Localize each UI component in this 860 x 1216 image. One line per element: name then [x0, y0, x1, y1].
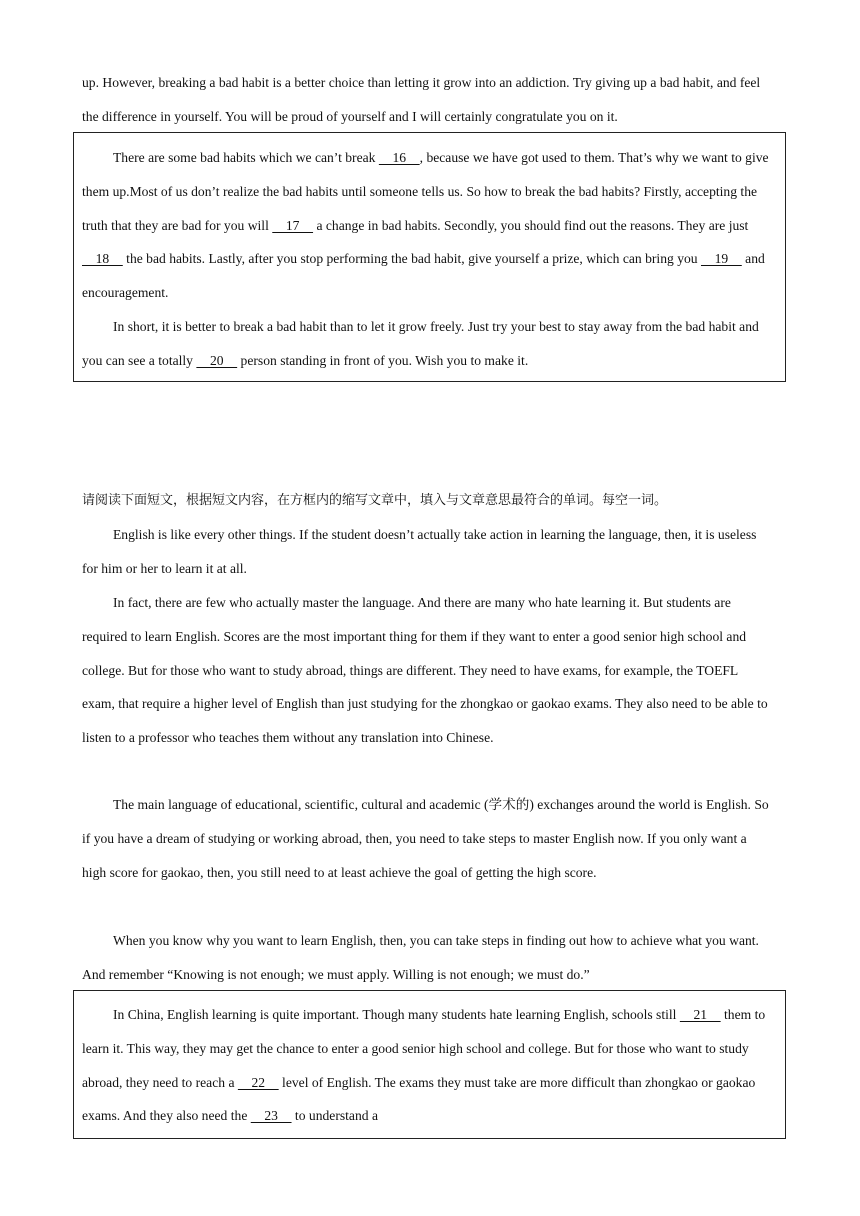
- text-run: level of English. The exams they must take are more difficult than zhongkao or gaokao exams. And they also need the: [82, 1074, 756, 1124]
- blank-16[interactable]: 16: [378, 150, 420, 165]
- summary-box-1: [73, 132, 786, 382]
- instruction-text: 请阅读下面短文，根据短文内容，在方框内的缩写文章中，填入与文章意思最符合的单词。每空一词。: [82, 493, 668, 508]
- passage-paragraph-2: In fact, there are few who actually master the language. And there are many who hate learning it. But students are required to learn English. Scores are the most important thing for them if they want to enter a good senior high school and college. But for those who want to study abroad, things are different. They need to have exams, for example, the TOEFL exam, that require a higher level of English than just studying for the zhongkao or gaokao exams. They also need to be able to listen to a professor who teaches them without any translation into Chinese.: [82, 595, 768, 746]
- blank-22[interactable]: 22: [237, 1074, 279, 1090]
- blank-19[interactable]: 19: [700, 251, 742, 267]
- text-run: In short, it is better to break a bad habit than to let it grow freely. Just try your best to stay away from the bad habit and you can see a totally: [82, 319, 759, 368]
- blank-18[interactable]: 18: [82, 251, 123, 267]
- blank-20[interactable]: 20: [196, 352, 238, 368]
- text-run: In China, English learning is quite important. Though many students hate learning English, schools still: [113, 1007, 680, 1022]
- blank-17[interactable]: 17: [272, 217, 314, 233]
- summary-box-2: [73, 990, 786, 1139]
- blank-23[interactable]: 23: [250, 1108, 292, 1124]
- text-run: them to learn it. This way, they may get the chance to enter a good senior high school and college. But for those who want to study abroad, they need to reach a: [82, 1007, 766, 1090]
- text-run: a change in bad habits. Secondly, you should find out the reasons. They are just: [313, 217, 749, 233]
- continued-paragraph: up. However, breaking a bad habit is a better choice than letting it grow into an addiction. Try giving up a bad habit, and feel the difference in yourself. You will be proud of yourself and I will certainly congratulate you on it.: [82, 75, 761, 124]
- text-run: There are some bad habits which we can’t break: [113, 150, 379, 165]
- passage-paragraph-4: When you know why you want to learn English, then, you can take steps in finding out how to achieve what you want. And remember “Knowing is not enough; we must apply. Willing is not enough; we must do.”: [82, 933, 759, 982]
- summary-paragraph: [82, 310, 774, 378]
- passage-paragraph-3: The main language of educational, scientific, cultural and academic (学术的) exchanges around the world is English. So if you have a dream of studying or working abroad, then, you need to take steps to master English now. If you only want a high score for gaokao, then, you still need to at least achieve the goal of getting the high score.: [82, 797, 769, 880]
- text-run: person standing in front of you. Wish you to make it.: [237, 352, 529, 368]
- passage-paragraph-1: English is like every other things. If the student doesn’t actually take action in learning the language, then, it is useless for him or her to learn it at all.: [82, 527, 757, 576]
- text-run: , because we have got used to them. That’s why we want to give them up.Most of us don’t realize the bad habits until someone tells us. So how to break the bad habits? Firstly, accepting the truth that they are bad for you will: [82, 150, 769, 233]
- text-run: and encouragement.: [82, 251, 765, 301]
- text-run: to understand a: [291, 1108, 378, 1124]
- text-run: the bad habits. Lastly, after you stop performing the bad habit, give yourself a prize, which can bring you: [122, 251, 701, 267]
- blank-21[interactable]: 21: [679, 1007, 721, 1022]
- summary-paragraph: [82, 998, 774, 1133]
- summary-paragraph: [82, 141, 774, 310]
